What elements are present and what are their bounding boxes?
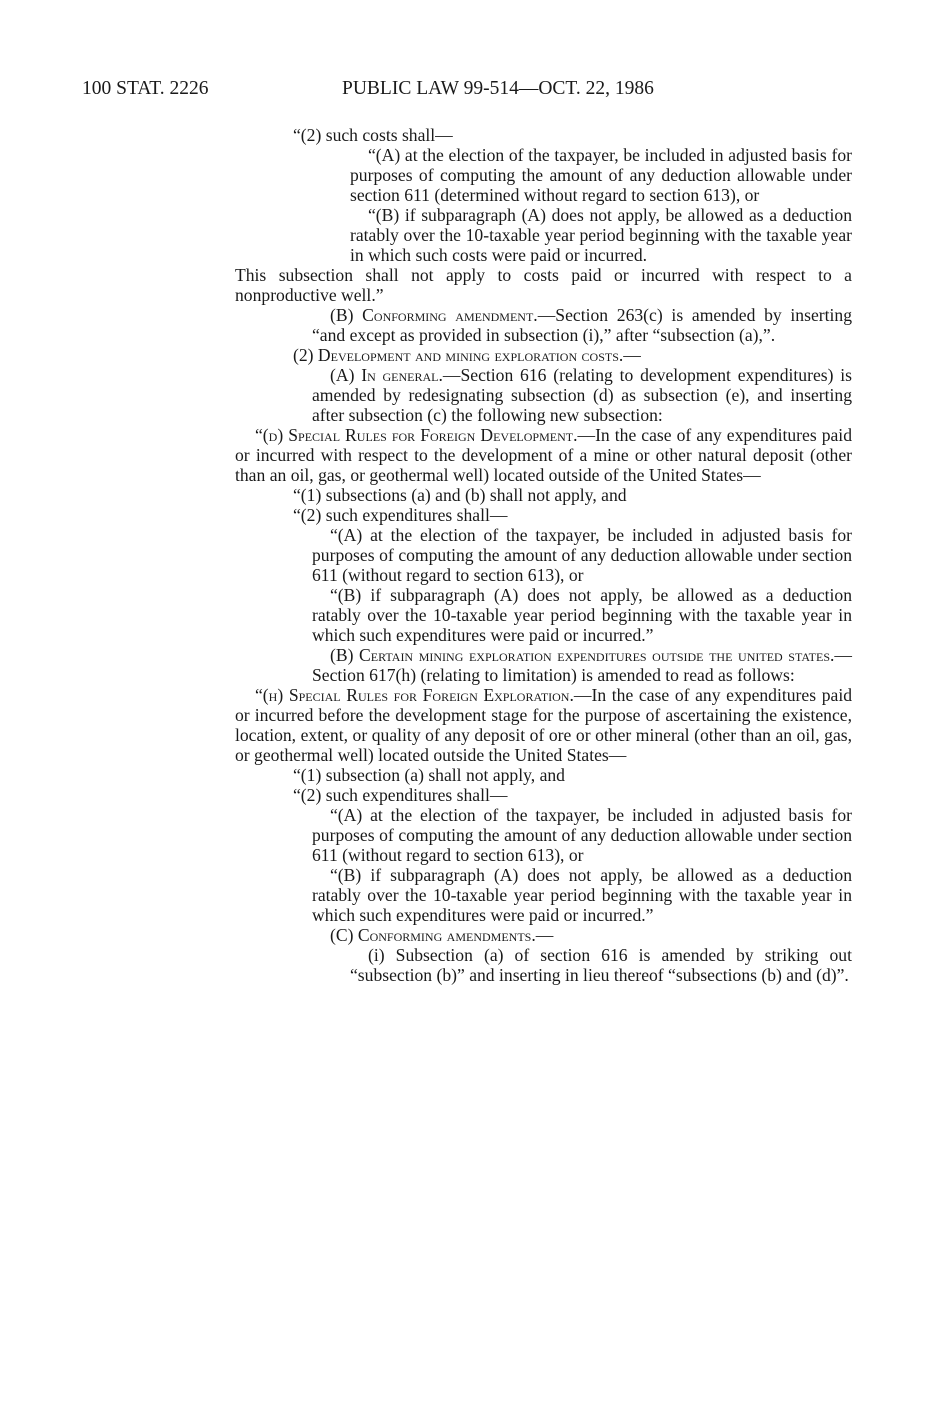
item-2-expenditures: “(2) such expenditures shall— xyxy=(293,505,508,525)
conforming-amendments-c xyxy=(235,925,852,945)
law-title: PUBLIC LAW 99-514—OCT. 22, 1986 xyxy=(342,78,654,99)
development-costs-heading: (2) Development and mining exploration costs. xyxy=(293,345,624,365)
special-rules-exploration xyxy=(235,685,852,765)
exp-clause-b: “(B) if subparagraph (A) does not apply, be allowed as a deduction ratably over the 10-taxable year period beginning with the taxable year in which such expenditures were paid or incurred.” xyxy=(312,865,852,925)
in-general-para xyxy=(235,365,852,425)
conforming-amendments-heading: (C) Conforming amendments. xyxy=(330,925,536,945)
special-rules-exploration-text: —In the case of any expenditures paid or incurred before the development stage for the purpose of ascertaining the existence, location, extent, or quality of any deposit of ore or other mineral (other than an oil, gas, or geothermal well) located outside the United States— xyxy=(235,685,852,765)
special-rules-exploration-heading: “(h) Special Rules for Foreign Exploration. xyxy=(255,685,574,705)
document-body xyxy=(235,125,852,985)
in-general-heading: (A) In general. xyxy=(330,365,443,385)
mining-exploration-text: —Section 617(h) (relating to limitation) is amended to read as follows: xyxy=(312,645,852,685)
special-rules-development-text: —In the case of any expenditures paid or incurred with respect to the development of a mine or other natural deposit (other than an oil, gas, or geothermal well) located outside of the United States— xyxy=(235,425,852,485)
subsection-limitation: This subsection shall not apply to costs paid or incurred with respect to a nonproductive well.” xyxy=(235,265,852,305)
clause-a-election: “(A) at the election of the taxpayer, be included in adjusted basis for purposes of computing the amount of any deduction allowable under section 611 (determined without regard to section 613), or xyxy=(350,145,852,205)
development-costs-heading-para xyxy=(235,345,852,365)
development-costs-dash: — xyxy=(623,345,641,365)
amendment-item-i: (i) Subsection (a) of section 616 is amended by striking out “subsection (b)” and inserting in lieu thereof “subsections (b) and (d)”. xyxy=(350,945,852,985)
clause-b-ratable: “(B) if subparagraph (A) does not apply, be allowed as a deduction ratably over the 10-taxable year period beginning with the taxable year in which such costs were paid or incurred. xyxy=(350,205,852,265)
dev-clause-a: “(A) at the election of the taxpayer, be included in adjusted basis for purposes of computing the amount of any deduction allowable under section 611 (without regard to section 613), or xyxy=(312,525,852,585)
special-rules-development xyxy=(235,425,852,485)
dev-clause-b: “(B) if subparagraph (A) does not apply, be allowed as a deduction ratably over the 10-taxable year period beginning with the taxable year in which such expenditures were paid or incurred.” xyxy=(312,585,852,645)
page-header xyxy=(82,78,862,104)
exp-item-1: “(1) subsection (a) shall not apply, and xyxy=(293,765,565,785)
exp-clause-a: “(A) at the election of the taxpayer, be included in adjusted basis for purposes of computing the amount of any deduction allowable under section 611 (without regard to section 613), or xyxy=(312,805,852,865)
mining-exploration-heading: (B) Certain mining exploration expenditures outside the united states. xyxy=(330,645,835,665)
in-general-text: —Section 616 (relating to development expenditures) is amended by redesignating subsection (d) as subsection (e), and inserting after subsection (c) the following new subsection: xyxy=(312,365,852,425)
special-rules-development-heading: “(d) Special Rules for Foreign Development. xyxy=(255,425,578,445)
paragraph-2-costs: “(2) such costs shall— xyxy=(293,125,453,145)
exp-item-2: “(2) such expenditures shall— xyxy=(293,785,508,805)
conforming-amendment-text: —Section 263(c) is amended by inserting “and except as provided in subsection (i),” after “subsection (a),”. xyxy=(312,305,852,345)
stat-reference: 100 STAT. 2226 xyxy=(82,78,209,99)
item-1-subsections: “(1) subsections (a) and (b) shall not apply, and xyxy=(293,485,627,505)
conforming-amendment-b xyxy=(235,305,852,345)
mining-exploration-para xyxy=(235,645,852,685)
conforming-amendments-dash: — xyxy=(535,925,554,945)
conforming-amendment-heading: (B) Conforming amendment. xyxy=(330,305,538,325)
